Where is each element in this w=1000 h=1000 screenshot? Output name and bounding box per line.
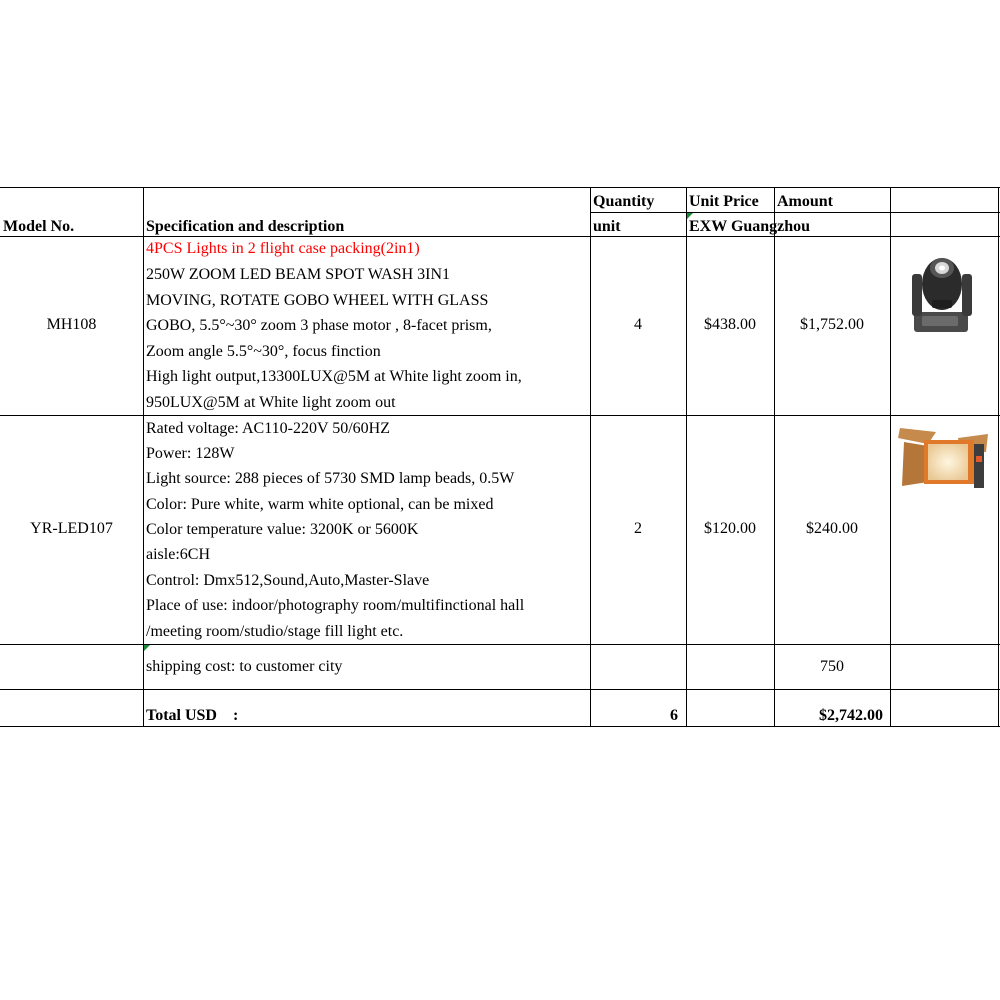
spec-line: Zoom angle 5.5°~30°, focus finction — [146, 343, 381, 360]
row-quantity: 2 — [634, 520, 642, 537]
spec-line: 250W ZOOM LED BEAM SPOT WASH 3IN1 — [146, 266, 451, 283]
shipping-label: shipping cost: to customer city — [146, 658, 343, 675]
row-quantity: 4 — [634, 316, 642, 333]
header-exw: EXW Guangzhou — [689, 218, 811, 235]
row-unit-price: $120.00 — [704, 520, 756, 537]
grid-line — [686, 187, 687, 726]
header-unit-price: Unit Price — [689, 193, 759, 210]
spec-line: Color temperature value: 3200K or 5600K — [146, 521, 419, 538]
grid-line — [590, 187, 591, 726]
row-amount: $240.00 — [806, 520, 858, 537]
spec-line: Control: Dmx512,Sound,Auto,Master-Slave — [146, 572, 430, 589]
header-spec: Specification and description — [146, 218, 345, 235]
header-quantity: Quantity — [593, 193, 655, 210]
total-label: Total USD : — [146, 707, 239, 724]
spec-line: 950LUX@5M at White light zoom out — [146, 394, 396, 411]
shipping-amount: 750 — [820, 658, 844, 675]
row-amount: $1,752.00 — [800, 316, 864, 333]
total-amount: $2,742.00 — [819, 707, 883, 724]
header-amount: Amount — [777, 193, 834, 210]
header-model: Model No. — [3, 218, 75, 235]
moving-head-light-image — [908, 244, 976, 336]
led-panel-light-image — [894, 426, 994, 492]
grid-line — [890, 187, 891, 726]
header-unit: unit — [593, 218, 621, 235]
row-model: YR-LED107 — [30, 520, 113, 537]
grid-line — [998, 187, 999, 726]
grid-line — [774, 187, 775, 726]
spec-line: High light output,13300LUX@5M at White light zoom in, — [146, 368, 522, 385]
grid-line — [0, 187, 1000, 188]
spec-line: Color: Pure white, warm white optional, can be mixed — [146, 496, 494, 513]
spec-line: GOBO, 5.5°~30° zoom 3 phase motor , 8-facet prism, — [146, 317, 492, 334]
spec-line: MOVING, ROTATE GOBO WHEEL WITH GLASS — [146, 292, 489, 309]
comment-marker — [144, 645, 150, 651]
spec-line: Light source: 288 pieces of 5730 SMD lamp beads, 0.5W — [146, 470, 515, 487]
row-model: MH108 — [46, 316, 97, 333]
spec-line: Power: 128W — [146, 445, 235, 462]
row-unit-price: $438.00 — [704, 316, 756, 333]
comment-marker — [687, 213, 693, 219]
spec-line: 4PCS Lights in 2 flight case packing(2in1) — [146, 240, 420, 257]
spec-line: /meeting room/studio/stage fill light etc. — [146, 623, 404, 640]
total-quantity: 6 — [670, 707, 678, 724]
grid-line — [0, 689, 1000, 690]
spec-line: aisle:6CH — [146, 546, 210, 563]
spec-line: Place of use: indoor/photography room/multifinctional hall — [146, 597, 525, 614]
spec-line: Rated voltage: AC110-220V 50/60HZ — [146, 420, 390, 437]
